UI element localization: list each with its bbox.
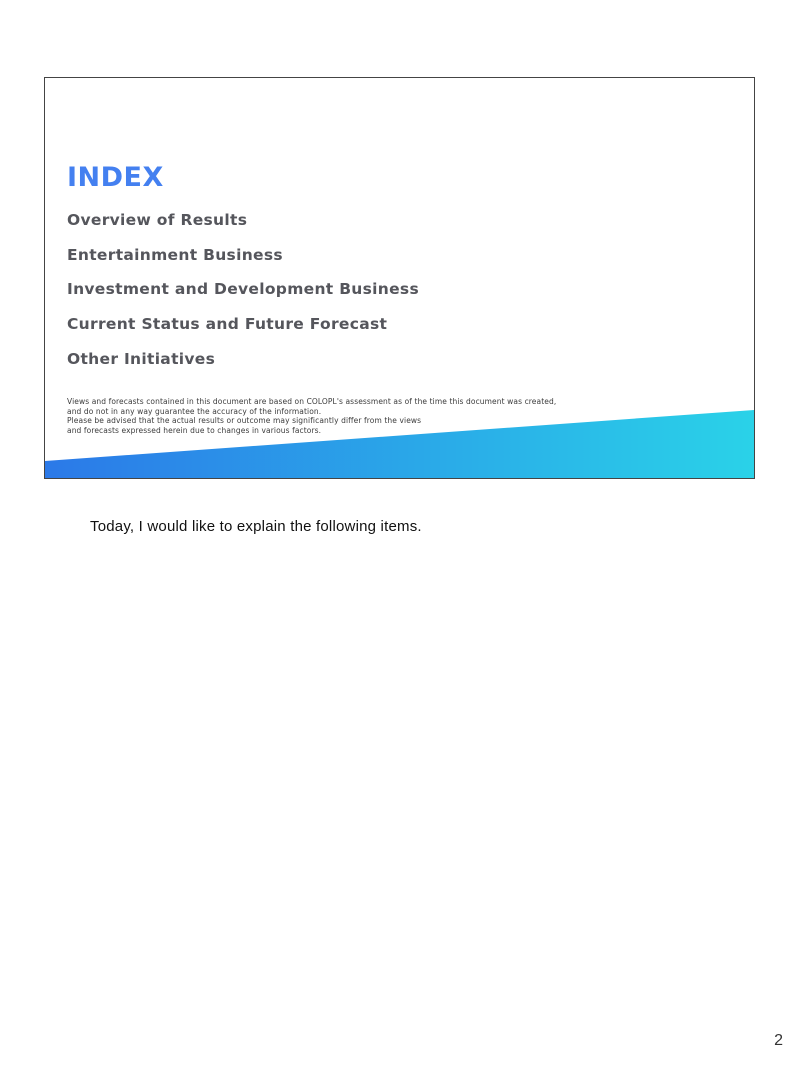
disclaimer-line: and forecasts expressed herein due to changes in various factors.	[67, 425, 322, 435]
index-list	[67, 210, 667, 383]
index-item-investment: Investment and Development Business	[67, 280, 419, 299]
disclaimer-line: Views and forecasts contained in this document are based on COLOPL's assessment as of the time this document was created,	[67, 397, 557, 406]
disclaimer-line: and do not in any way guarantee the accuracy of the information.	[67, 406, 322, 416]
slide-caption: Today, I would like to explain the following items.	[90, 518, 422, 535]
index-item-overview: Overview of Results	[67, 211, 248, 229]
gradient-wedge-graphic	[45, 408, 754, 478]
disclaimer-line: Please be advised that the actual results or outcome may significantly differ from the views	[67, 416, 422, 426]
index-item-forecast: Current Status and Future Forecast	[67, 315, 388, 334]
slide-image	[44, 77, 755, 479]
index-item-entertainment: Entertainment Business	[67, 245, 283, 264]
index-item-other: Other Initiatives	[67, 349, 216, 368]
slide-title: INDEX	[67, 162, 164, 193]
page-number: 2	[774, 1032, 783, 1049]
